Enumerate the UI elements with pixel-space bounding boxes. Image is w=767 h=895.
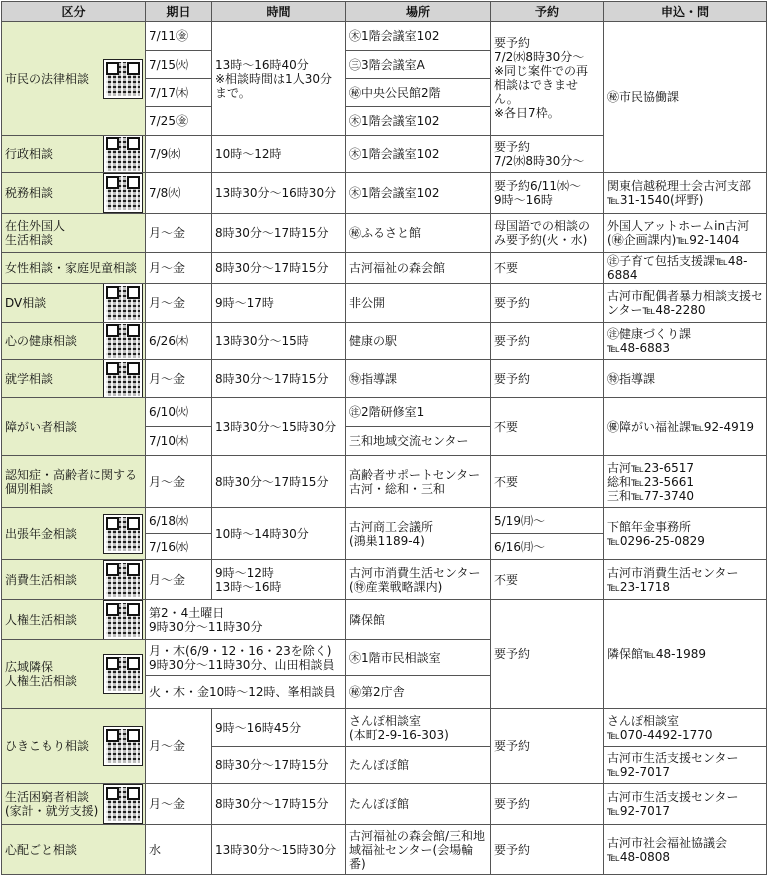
qr-code-icon[interactable]: [104, 727, 142, 765]
time-cell: 8時30分～17時15分: [212, 456, 346, 508]
category-label: 障がい者相談: [5, 419, 78, 434]
place-cell: 古河福祉の森会館: [346, 253, 491, 284]
contact-cell: 古河市配偶者暴力相談支援センター℡48-2280: [604, 284, 767, 323]
place-cell: ㊙ふるさと館: [346, 214, 491, 253]
qr-code-icon[interactable]: [104, 515, 142, 553]
qr-code-icon[interactable]: [104, 136, 142, 173]
category-label: 在住外国人 生活相談: [5, 219, 66, 247]
contact-cell: ㊟子育て包括支援課℡48-6884: [604, 253, 767, 284]
reservation-cell: 5/19㈪～: [491, 508, 604, 534]
header-place: 場所: [346, 2, 491, 22]
date-cell: 6/10㈫: [146, 398, 212, 427]
place-cell: 健康の駅: [346, 323, 491, 360]
reservation-cell: 要予約6/11㈬～ 9時～16時: [491, 173, 604, 214]
category-label: DV相談: [5, 296, 47, 310]
time-cell: 8時30分～17時15分: [212, 747, 346, 784]
category-label: 就学相談: [5, 371, 54, 386]
time-cell: 8時30分～17時15分: [212, 784, 346, 825]
date-cell: 6/18㈬: [146, 508, 212, 534]
table-row: [2, 398, 767, 427]
time-cell: 10時～14時30分: [212, 508, 346, 560]
time-cell: 13時30分～16時30分: [212, 173, 346, 214]
place-cell: ㊙中央公民館2階: [346, 79, 491, 107]
contact-cell: 隣保館℡48-1989: [604, 600, 767, 709]
category-label: 広域隣保 人権生活相談: [5, 660, 78, 688]
time-cell: 13時30分～15時30分: [212, 825, 346, 875]
date-cell: 6/26㈭: [146, 323, 212, 360]
reservation-cell: 母国語での相談のみ要予約(火・水): [491, 214, 604, 253]
category-label: 女性相談・家庭児童相談: [5, 261, 138, 275]
time-cell: 13時30分～15時30分: [212, 398, 346, 456]
table-row: [2, 508, 767, 534]
category-label: 税務相談: [5, 186, 54, 200]
qr-code-icon[interactable]: [104, 785, 142, 823]
qr-code-icon[interactable]: [104, 284, 142, 322]
place-cell: 古河市消費生活センター (㊕産業戦略課内): [346, 560, 491, 600]
header-row: [2, 2, 767, 22]
qr-code-icon[interactable]: [104, 655, 142, 693]
header-category: 区分: [2, 2, 146, 22]
place-cell: 古河福祉の森会館/三和地域福祉センター(会場輪番): [346, 825, 491, 875]
category-cell: [2, 640, 146, 709]
date-cell: 7/8㈫: [146, 173, 212, 214]
table-row: [2, 22, 767, 51]
contact-cell: 古河℡23-6517 総和℡23-5661 三和℡77-3740: [604, 456, 767, 508]
reservation-cell: 要予約 7/2㈬8時30分～: [491, 136, 604, 173]
contact-cell: 外国人アットホームin古河 (㊙企画課内)℡92-1404: [604, 214, 767, 253]
date-cell: 月～金: [146, 560, 212, 600]
reservation-cell: 不要: [491, 253, 604, 284]
table-row: [2, 173, 767, 214]
table-row: [2, 360, 767, 398]
reservation-cell: 不要: [491, 398, 604, 456]
date-cell: 月～金: [146, 360, 212, 398]
category-label: 認知症・高齢者に関する個別相談: [5, 467, 138, 496]
time-cell: 10時～12時: [212, 136, 346, 173]
time-cell: 13時30分～15時: [212, 323, 346, 360]
date-cell: 月～金: [146, 709, 212, 784]
date-cell: 月～金: [146, 456, 212, 508]
time-cell: 13時～16時40分 ※相談時間は1人30分まで。: [212, 22, 346, 136]
date-cell: 7/9㈬: [146, 136, 212, 173]
place-cell: ㊍1階市民相談室: [346, 640, 491, 676]
category-label: 生活困窮者相談 (家計・就労支援): [5, 790, 99, 818]
category-label: 出張年金相談: [5, 526, 78, 541]
table-row: [2, 456, 767, 508]
qr-code-icon[interactable]: [104, 601, 142, 639]
header-reservation: 予約: [491, 2, 604, 22]
place-cell: たんぽぽ館: [346, 747, 491, 784]
place-cell: 高齢者サポートセンター 古河・総和・三和: [346, 456, 491, 508]
contact-cell: 古河市生活支援センター ℡92-7017: [604, 747, 767, 784]
place-cell: ㊍1階会議室102: [346, 107, 491, 136]
reservation-cell: 要予約: [491, 323, 604, 360]
category-label: 心の健康相談: [5, 334, 78, 348]
reservation-cell: 要予約: [491, 709, 604, 784]
place-cell: ㊕指導課: [346, 360, 491, 398]
consultation-table: [1, 1, 767, 875]
table-row: [2, 253, 767, 284]
date-cell: 7/10㈭: [146, 427, 212, 456]
date-cell: 月～金: [146, 214, 212, 253]
contact-cell: さんぽ相談室 ℡070-4492-1770: [604, 709, 767, 747]
table-row: [2, 825, 767, 875]
time-cell: 9時～12時 13時～16時: [212, 560, 346, 600]
category-label: 人権生活相談: [5, 612, 78, 627]
reservation-cell: 不要: [491, 560, 604, 600]
place-cell: たんぽぽ館: [346, 784, 491, 825]
contact-cell: 下館年金事務所 ℡0296-25-0829: [604, 508, 767, 560]
place-cell: 隣保館: [346, 600, 491, 640]
reservation-cell: 要予約: [491, 284, 604, 323]
contact-cell: ㊟健康づくり課 ℡48-6883: [604, 323, 767, 360]
category-cell: [2, 253, 146, 284]
category-cell: [2, 398, 146, 456]
table-row: [2, 323, 767, 360]
category-cell: [2, 560, 146, 600]
time-cell: 8時30分～17時15分: [212, 214, 346, 253]
category-cell: [2, 360, 146, 398]
contact-cell: 古河市生活支援センター ℡92-7017: [604, 784, 767, 825]
contact-cell: ㊝障がい福祉課℡92-4919: [604, 398, 767, 456]
category-cell: [2, 508, 146, 560]
place-cell: 三和地域交流センター: [346, 427, 491, 456]
table-row: [2, 600, 767, 640]
qr-code-icon[interactable]: [104, 60, 142, 98]
category-label: 心配ごと相談: [5, 842, 78, 857]
date-cell: 月～金: [146, 784, 212, 825]
date-cell: 月～金: [146, 253, 212, 284]
reservation-cell: 不要: [491, 456, 604, 508]
place-cell: ㊙第2庁舎: [346, 676, 491, 709]
datetime-cell: 火・木・金10時～12時、峯相談員: [146, 676, 346, 709]
category-cell: [2, 784, 146, 825]
reservation-cell: 要予約: [491, 784, 604, 825]
header-date: 期日: [146, 2, 212, 22]
contact-cell: ㊕指導課: [604, 360, 767, 398]
category-cell: [2, 284, 146, 323]
place-cell: ㊍1階会議室102: [346, 136, 491, 173]
reservation-cell: 要予約 7/2㈬8時30分～ ※同じ案件での再相談はできません。 ※各日7枠。: [491, 22, 604, 136]
category-cell: [2, 136, 146, 173]
reservation-cell: 要予約: [491, 360, 604, 398]
contact-cell: 関東信越税理士会古河支部 ℡31-1540(坪野): [604, 173, 767, 214]
reservation-cell: 6/16㈪～: [491, 534, 604, 560]
place-cell: ㊂3階会議室A: [346, 51, 491, 79]
date-cell: 7/15㈫: [146, 51, 212, 79]
date-cell: 7/17㈭: [146, 79, 212, 107]
category-cell: [2, 22, 146, 136]
contact-cell: ㊙市民協働課: [604, 22, 767, 173]
category-cell: [2, 456, 146, 508]
place-cell: さんぽ相談室 (本町2-9-16-303): [346, 709, 491, 747]
place-cell: 古河商工会議所 (鴻巣1189-4): [346, 508, 491, 560]
date-cell: 7/11㊎: [146, 22, 212, 51]
category-label: 行政相談: [5, 147, 54, 161]
place-cell: ㊍1階会議室102: [346, 173, 491, 214]
contact-cell: 古河市社会福祉協議会 ℡48-0808: [604, 825, 767, 875]
table-row: [2, 784, 767, 825]
datetime-cell: 月・木(6/9・12・16・23を除く) 9時30分～11時30分、山田相談員: [146, 640, 346, 676]
reservation-cell: 要予約: [491, 600, 604, 709]
header-time: 時間: [212, 2, 346, 22]
place-cell: ㊟2階研修室1: [346, 398, 491, 427]
time-cell: 8時30分～17時15分: [212, 253, 346, 284]
category-cell: [2, 825, 146, 875]
header-contact: 申込・問: [604, 2, 767, 22]
category-label: 消費生活相談: [5, 572, 78, 587]
place-cell: ㊍1階会議室102: [346, 22, 491, 51]
qr-code-icon[interactable]: [104, 561, 142, 599]
reservation-cell: 要予約: [491, 825, 604, 875]
qr-code-icon[interactable]: [104, 174, 142, 212]
time-cell: 9時～16時45分: [212, 709, 346, 747]
datetime-cell: 第2・4土曜日 9時30分～11時30分: [146, 600, 346, 640]
qr-code-icon[interactable]: [104, 323, 142, 360]
contact-cell: 古河市消費生活センター ℡23-1718: [604, 560, 767, 600]
qr-code-icon[interactable]: [104, 360, 142, 398]
time-cell: 8時30分～17時15分: [212, 360, 346, 398]
category-cell: [2, 214, 146, 253]
place-cell: 非公開: [346, 284, 491, 323]
category-cell: [2, 709, 146, 784]
category-label: 市民の法律相談: [5, 71, 90, 86]
table-row: [2, 560, 767, 600]
date-cell: 7/16㈬: [146, 534, 212, 560]
table-row: [2, 709, 767, 747]
table-row: [2, 214, 767, 253]
category-cell: [2, 323, 146, 360]
category-cell: [2, 600, 146, 640]
category-label: ひきこもり相談: [5, 739, 90, 753]
time-cell: 9時～17時: [212, 284, 346, 323]
date-cell: 7/25㊎: [146, 107, 212, 136]
table-row: [2, 284, 767, 323]
category-cell: [2, 173, 146, 214]
date-cell: 水: [146, 825, 212, 875]
date-cell: 月～金: [146, 284, 212, 323]
